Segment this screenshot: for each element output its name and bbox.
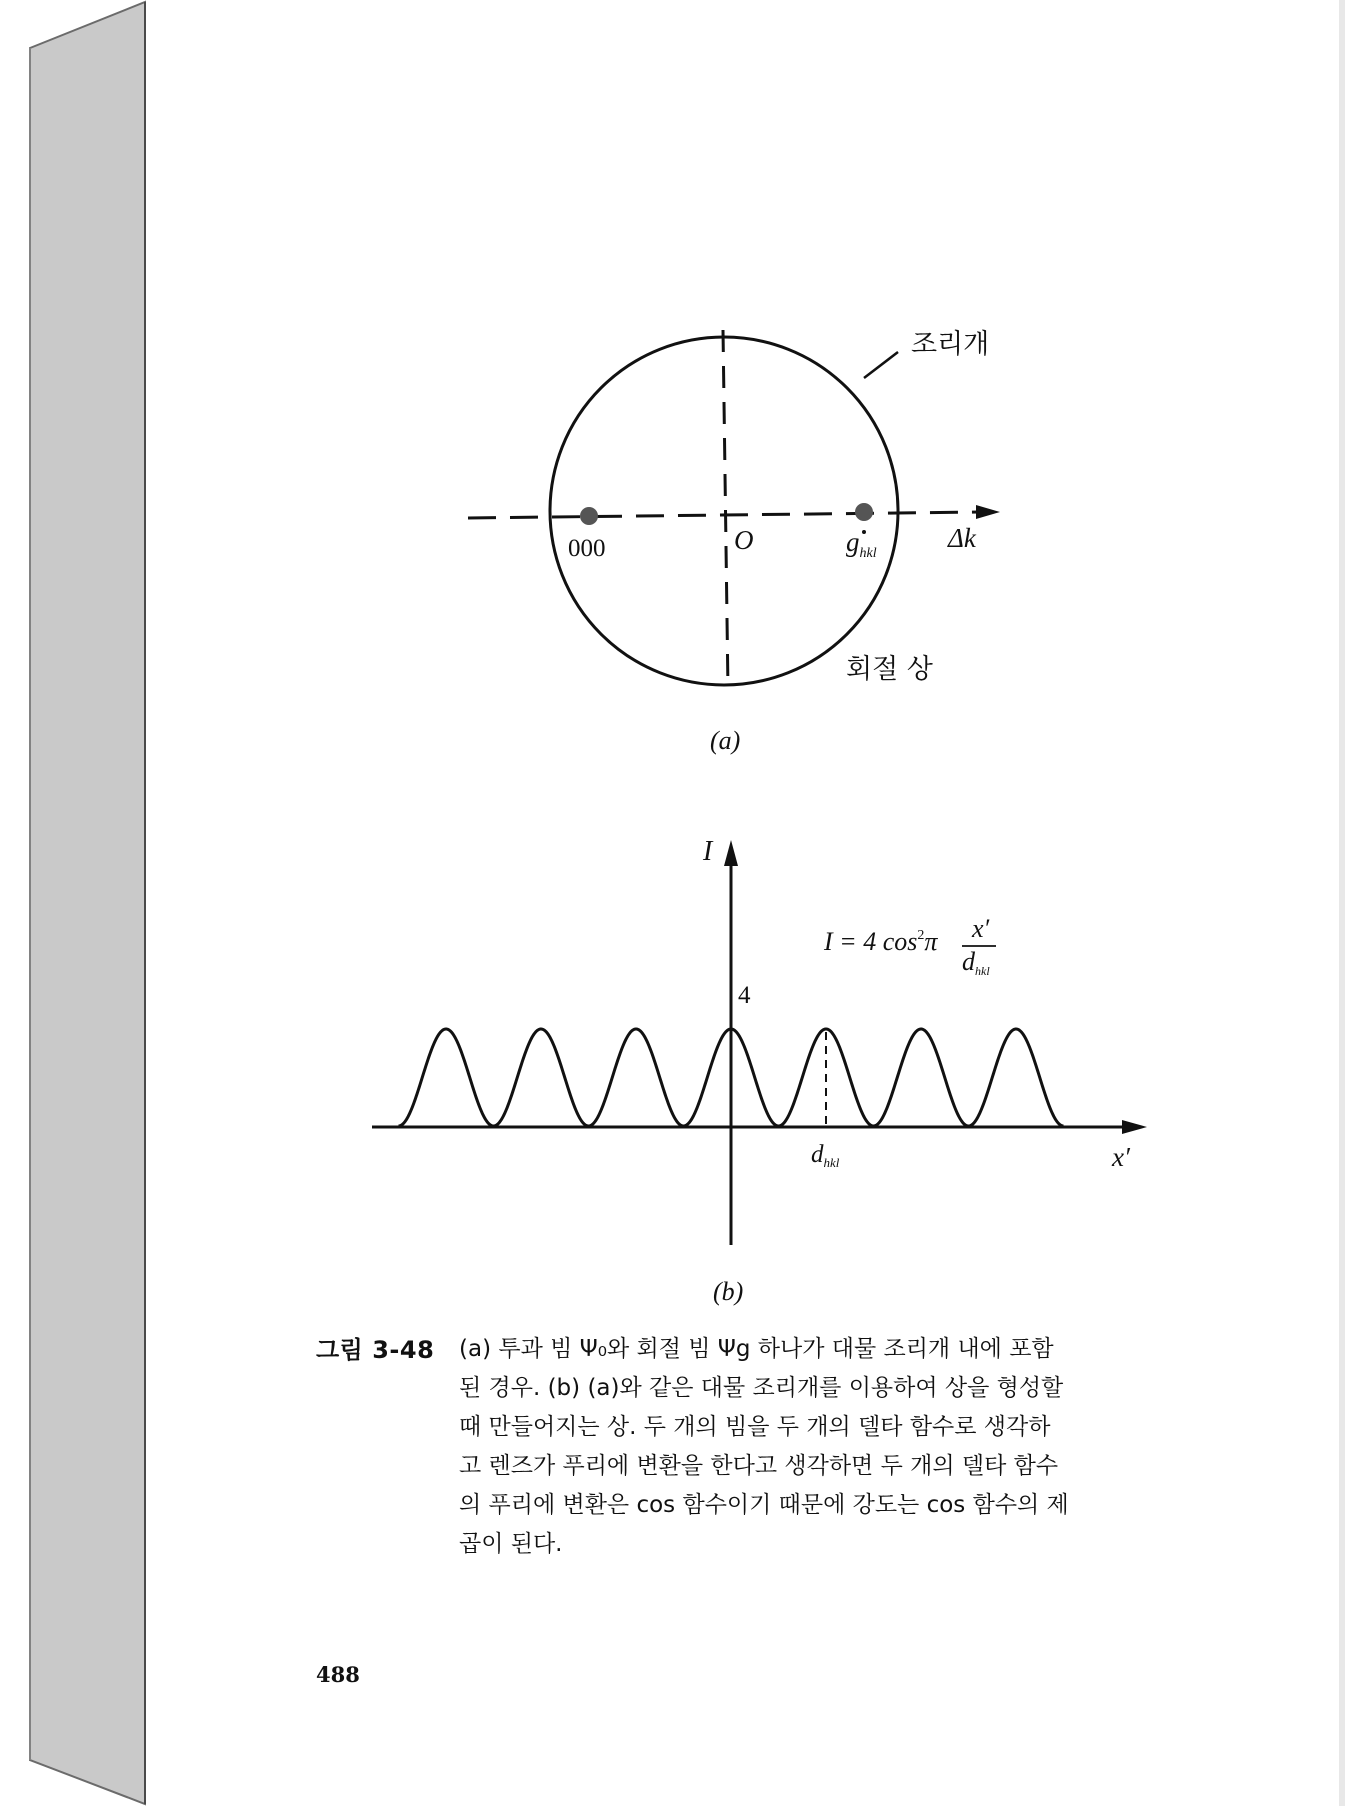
aperture-label: 조리개 xyxy=(911,329,990,360)
y-axis-arrowhead xyxy=(724,840,738,866)
svg-text:I = 4 cos2π: I = 4 $\cos^2\pi$ xyxy=(824,927,938,956)
caption-line: 고 렌즈가 푸리에 변환을 한다고 생각하면 두 개의 델타 함수 xyxy=(459,1453,1059,1479)
aperture-circle xyxy=(550,337,898,685)
g-label: $g_{hkl}$ xyxy=(846,527,877,561)
delta-k-label: Δk xyxy=(948,523,976,553)
spot-000 xyxy=(580,507,598,525)
intensity-formula xyxy=(823,914,996,978)
panel-a-label: (a) xyxy=(710,726,741,755)
y-axis-label: I xyxy=(703,836,713,867)
x-axis-label: x′ xyxy=(1112,1142,1130,1172)
spot-000-label: 000 xyxy=(568,535,606,562)
page-number: 488 xyxy=(316,1662,360,1687)
vertical-dashed-axis xyxy=(723,330,728,690)
svg-text:x′: x′ xyxy=(972,914,990,943)
caption-line: (a) 투과 빔 Ψ₀와 회절 빔 Ψg 하나가 대물 조리개 내에 포함 xyxy=(459,1336,1054,1362)
spot-g xyxy=(855,503,873,521)
caption-line: 곱이 된다. xyxy=(459,1531,563,1557)
caption-label: 그림 3-48 xyxy=(316,1336,435,1364)
svg-text:dhkl: dhkl xyxy=(962,947,990,978)
aperture-leader-line xyxy=(864,352,898,378)
pattern-label: 회절 상 xyxy=(846,654,933,685)
origin-label: O xyxy=(734,525,754,555)
horizontal-dashed-axis xyxy=(468,512,980,518)
caption-body xyxy=(459,1330,1221,1564)
g-label-dot xyxy=(862,530,866,534)
panel-b-label: (b) xyxy=(713,1277,744,1306)
peak-value-label: 4 xyxy=(738,982,751,1009)
x-axis-arrowhead xyxy=(1122,1120,1147,1134)
period-label: $d_{hkl}$ xyxy=(811,1141,840,1170)
caption-line: 때 만들어지는 상. 두 개의 빔을 두 개의 델타 함수로 생각하 xyxy=(459,1414,1051,1440)
figure-b xyxy=(0,830,1346,1330)
delta-k-arrowhead xyxy=(976,505,1000,519)
caption-line: 의 푸리에 변환은 cos 함수이기 때문에 강도는 cos 함수의 제 xyxy=(459,1492,1069,1518)
caption-line: 된 경우. (b) (a)와 같은 대물 조리개를 이용하여 상을 형성할 xyxy=(459,1375,1064,1401)
